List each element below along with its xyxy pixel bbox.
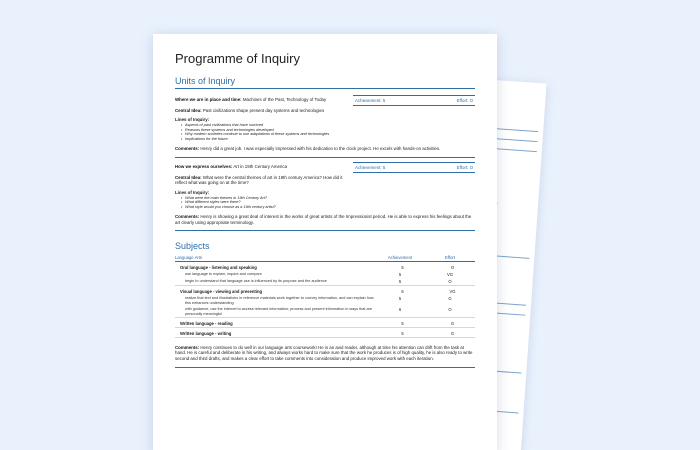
- row-effort: G: [425, 318, 475, 328]
- list-item: • What different styles were there?: [181, 200, 475, 205]
- comments-text: Henry is showing a great deal of interest in the works of great artists of the Impressionist period. He is able to express his feelings about the art clearly using appropriate terminology.: [175, 214, 472, 225]
- achievement-column-header: Achievement: [375, 254, 425, 262]
- central-idea-label: Central Idea:: [175, 174, 202, 180]
- row-label: use language to explain, inquire and compare: [185, 271, 262, 276]
- list-item: • What were the main themes in 19th Century Art?: [181, 196, 475, 201]
- divider: [175, 367, 475, 368]
- table-header-row: [175, 254, 475, 262]
- table-row: [175, 306, 475, 318]
- row-label: with guidance, use the internet to access relevant information; process and present information in ways that are personally meaningful: [185, 307, 372, 316]
- lines-of-inquiry-list: [181, 196, 475, 210]
- list-item: • Why modern societies continue to use adaptations of these systems and technologies: [181, 132, 475, 137]
- list-item: • Implications for the future.: [181, 137, 475, 142]
- lines-of-inquiry-label: Lines of Inquiry:: [175, 189, 210, 195]
- row-achievement: 5: [375, 328, 425, 338]
- row-label: begin to understand that language use is influenced by its purpose and the audience: [185, 278, 327, 283]
- unit-effort: Effort: O: [456, 164, 473, 170]
- table-row: [175, 318, 475, 328]
- comments-label: Comments:: [175, 214, 200, 220]
- row-achievement: 5: [375, 318, 425, 328]
- row-label: Written language - reading: [175, 318, 375, 328]
- lines-of-inquiry-label: Lines of Inquiry:: [175, 117, 210, 123]
- divider: [175, 230, 475, 231]
- row-achievement: 5: [398, 278, 402, 284]
- central-idea-value: What were the central themes of art in 19th century America? How did it reflect what was going on at the time?: [175, 174, 343, 186]
- row-label: Written language - writing: [175, 328, 375, 338]
- subjects-heading: Subjects: [175, 240, 210, 251]
- row-label: realize that text and illustrations in reference materials work together to convey information, and can explain how this enhances understanding: [185, 295, 374, 305]
- report-page: [153, 34, 497, 450]
- subjects-table: [175, 254, 475, 339]
- page-title: Programme of Inquiry: [175, 51, 300, 66]
- row-effort: VG: [446, 271, 454, 277]
- comments-label: Comments:: [175, 146, 200, 152]
- list-item: • Aspects of past civilizations that have survived: [181, 123, 475, 128]
- table-row: [175, 295, 475, 306]
- row-effort: O: [448, 307, 452, 313]
- row-achievement: 5: [375, 261, 425, 271]
- list-item: • What style would you choose as a 19th century artist?: [181, 205, 475, 210]
- central-idea-value: Past civilizations shape present day systems and technologies: [202, 108, 325, 113]
- row-effort: VG: [425, 285, 475, 295]
- unit-theme-label: Where we are in place and time:: [175, 97, 242, 102]
- effort-column-header: Effort: [425, 254, 475, 262]
- divider: [175, 157, 475, 158]
- row-effort: O: [425, 261, 475, 271]
- unit-achievement: Achievement: 5: [355, 98, 386, 103]
- comments-text: Henry continues to do well in our language arts coursework! He is an avid reader, although at time his attention can drift from the task at hand. He is careful and deliberate in his writing, and always works hard to make sure that the work he produces is of high quality, he is also ready to write second and third drafts, and makes a clear effort to take comments into consideration and produce improved work with each iteration.: [175, 344, 473, 361]
- list-item: • Reasons these systems and technologies developed: [181, 128, 475, 133]
- row-achievement: 6: [375, 285, 425, 295]
- central-idea-label: Central Idea:: [175, 108, 202, 113]
- row-label: Visual language - viewing and presenting: [175, 285, 375, 295]
- lines-of-inquiry-list: [181, 123, 475, 141]
- unit-theme-value: Machines of the Past, Technology of Today: [242, 97, 327, 102]
- unit-block: [175, 95, 475, 158]
- table-row: [175, 328, 475, 338]
- table-row: [175, 278, 475, 286]
- row-achievement: 6: [398, 307, 402, 313]
- table-row: [175, 261, 475, 271]
- row-effort: G: [425, 328, 475, 338]
- subject-column-header: Language Arts: [175, 254, 375, 262]
- unit-achievement: Achievement: 5: [355, 164, 386, 170]
- row-label: Oral language - listening and speaking: [175, 261, 375, 271]
- units-heading: Units of Inquiry: [175, 76, 475, 89]
- row-effort: O: [448, 278, 452, 284]
- table-row: [175, 271, 475, 278]
- unit-theme-value: Art in 19th Century America: [233, 163, 288, 169]
- table-end-rule: [175, 338, 475, 339]
- comments-label: Comments:: [175, 344, 200, 350]
- unit-block: [175, 162, 475, 231]
- unit-effort: Effort: O: [456, 98, 473, 103]
- table-row: [175, 285, 475, 295]
- comments-text: Henry did a great job. I was especially impressed with his dedication to the clock project. He excels with hands-on activities.: [200, 146, 441, 152]
- unit-theme-label: How we express ourselves:: [175, 163, 233, 169]
- row-achievement: 5: [398, 271, 402, 277]
- row-effort: G: [448, 295, 452, 301]
- row-achievement: 5: [398, 295, 402, 301]
